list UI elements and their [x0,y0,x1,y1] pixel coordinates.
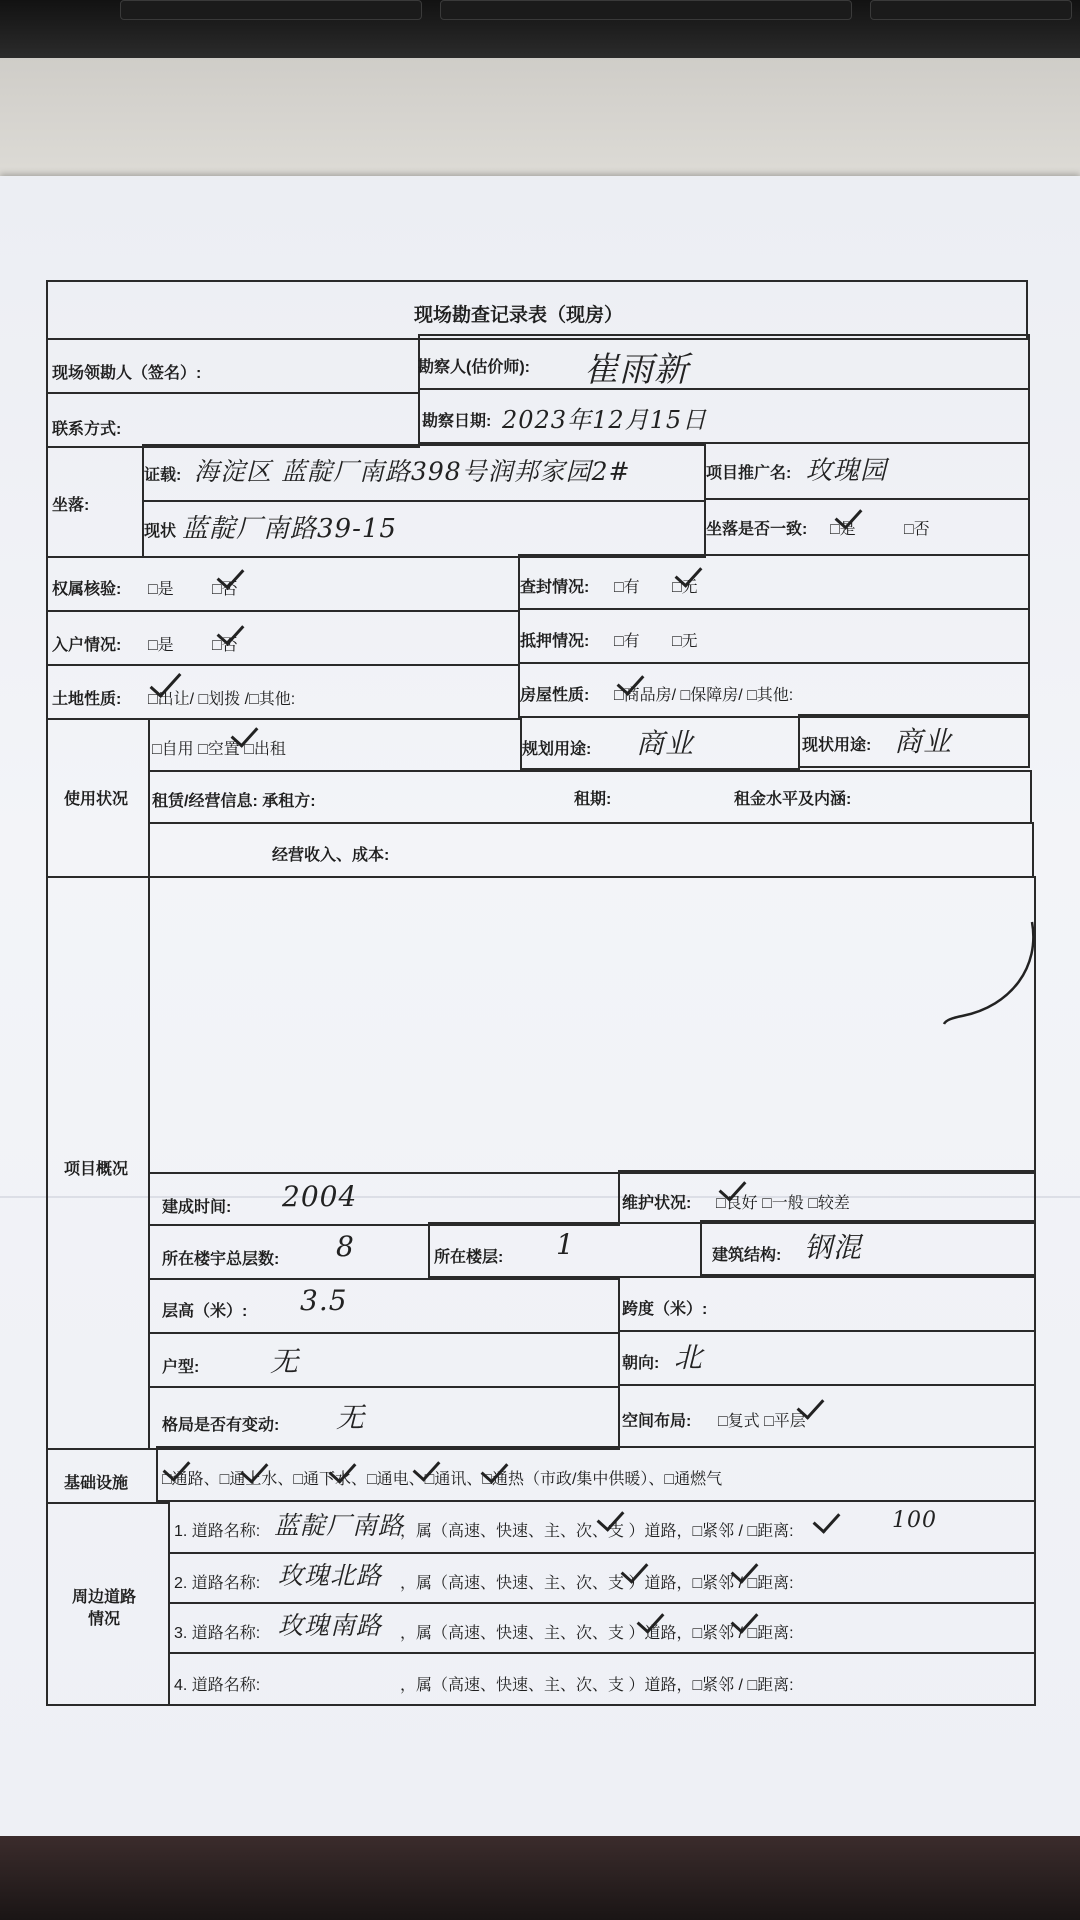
date-handwritten: 2023年12月15日 [502,406,708,434]
form-title: 现场勘查记录表（现房） [414,305,624,326]
consistent-yes[interactable]: □是 [830,521,856,538]
layout-change-value: 无 [336,1401,366,1434]
keyboard-key [120,0,422,20]
house-options[interactable]: □商品房/ □保障房/ □其他: [614,687,794,704]
usage-label: 使用状况 [64,791,129,808]
cert-label: 证载: [144,467,182,484]
seal-have[interactable]: □有 [614,579,640,596]
type-cell [148,1332,620,1388]
consistent-no[interactable]: □否 [904,521,930,538]
lease-label: 租赁/经营信息: 承租方: [152,793,316,810]
land-options[interactable]: □出让/ □划拨 /□其他: [148,691,296,708]
mortgage-label: 抵押情况: [520,633,590,650]
keyboard-key [870,0,1072,20]
type-label: 户型: [162,1359,200,1376]
keyboard-key [440,0,852,20]
ownership-label: 权属核验: [52,581,122,598]
road1-distance: 100 [892,1508,937,1533]
road2-prefix: 2. 道路名称: [174,1575,261,1592]
mortgage-have[interactable]: □有 [614,633,640,650]
overview-label: 项目概况 [64,1161,129,1178]
seal-cell [518,554,1030,610]
lease-term-label: 租期: [574,791,612,808]
space-options[interactable]: □复式 □平层 [718,1413,806,1430]
orient-value: 北 [674,1341,704,1374]
entry-no[interactable]: □否 [212,637,238,654]
road2-suffix[interactable]: ，属（高速、快速、主、次、支 ）道路，□紧邻 / □距离: [400,1575,794,1592]
ownership-no[interactable]: □否 [212,581,238,598]
mortgage-cell [518,608,1030,664]
floor-label: 所在楼层: [434,1249,504,1266]
current-label: 现状 [144,523,177,540]
current-address: 蓝靛厂南路39-15 [182,514,397,544]
location-label: 坐落: [52,497,90,514]
built-value: 2004 [282,1180,358,1213]
floors-label: 所在楼宇总层数: [162,1251,280,1268]
road3-prefix: 3. 道路名称: [174,1625,261,1642]
bottom-background [0,1836,1080,1920]
overview-blank-cell [148,876,1036,1174]
seal-none[interactable]: □无 [672,579,698,596]
plan-use-value: 商业 [636,727,695,760]
keyboard-background [0,0,1080,58]
space-label: 空间布局: [622,1413,692,1430]
rent-label: 租金水平及内涵: [734,791,852,808]
house-label: 房屋性质: [520,687,590,704]
desk-surface [0,58,1080,178]
floors-value: 8 [336,1230,355,1263]
span-label: 跨度（米）: [622,1301,708,1318]
promo-label: 项目推广名: [706,465,792,482]
orient-label: 朝向: [622,1355,660,1372]
land-label: 土地性质: [52,691,122,708]
roads-label-1: 周边道路 [72,1589,137,1606]
built-label: 建成时间: [162,1199,232,1216]
survey-form [46,280,1036,1702]
road3-suffix[interactable]: ，属（高速、快速、主、次、支 ）道路，□紧邻 / □距离: [400,1625,794,1642]
road4-prefix: 4. 道路名称: [174,1677,261,1694]
contact-label: 联系方式: [52,421,122,438]
infra-options[interactable]: □通路、□通上水、□通下水、□通电、□通讯、□通热（市政/集中供暖）、□通燃气 [162,1471,723,1488]
cert-address: 海淀区 蓝靛厂南路398号润邦家园2# [194,457,631,486]
plan-use-label: 规划用途: [522,741,592,758]
surveyor-label: 勘察人(估价师): [418,359,530,376]
current-use-value: 商业 [894,725,953,758]
consistent-label: 坐落是否一致: [706,521,808,538]
income-label: 经营收入、成本: [272,847,390,864]
structure-value: 钢混 [804,1231,863,1264]
scribble-mark [942,916,1040,1036]
road3-name: 玫瑰南路 [278,1611,383,1640]
road2-name: 玫瑰北路 [278,1561,383,1590]
road1-name: 蓝靛厂南路 [274,1511,405,1540]
surveyor-signature: 崔雨新 [584,350,689,390]
leader-label: 现场领勘人（签名）: [52,365,202,382]
seal-label: 查封情况: [520,579,590,596]
entry-label: 入户情况: [52,637,122,654]
structure-label: 建筑结构: [712,1247,782,1264]
height-value: 3.5 [300,1284,348,1317]
entry-yes[interactable]: □是 [148,637,174,654]
floor-value: 1 [556,1228,575,1261]
road1-prefix: 1. 道路名称: [174,1523,261,1540]
type-value: 无 [270,1345,300,1378]
road1-suffix[interactable]: ，属（高速、快速、主、次、支 ）道路，□紧邻 / □距离: [400,1523,794,1540]
promo-name: 玫瑰园 [806,456,888,486]
maint-label: 维护状况: [622,1195,692,1212]
ownership-yes[interactable]: □是 [148,581,174,598]
layout-change-label: 格局是否有变动: [162,1417,280,1434]
infra-label: 基础设施 [64,1475,129,1492]
road4-suffix[interactable]: ，属（高速、快速、主、次、支 ）道路，□紧邻 / □距离: [400,1677,794,1694]
usage-options[interactable]: □自用 □空置 □出租 [152,741,286,758]
maint-options[interactable]: □良好 □一般 □较差 [716,1195,850,1212]
current-use-label: 现状用途: [802,737,872,754]
mortgage-none[interactable]: □无 [672,633,698,650]
roads-label-2: 情况 [88,1611,121,1628]
date-label: 勘察日期: [422,413,492,430]
height-label: 层高（米）: [162,1303,248,1320]
